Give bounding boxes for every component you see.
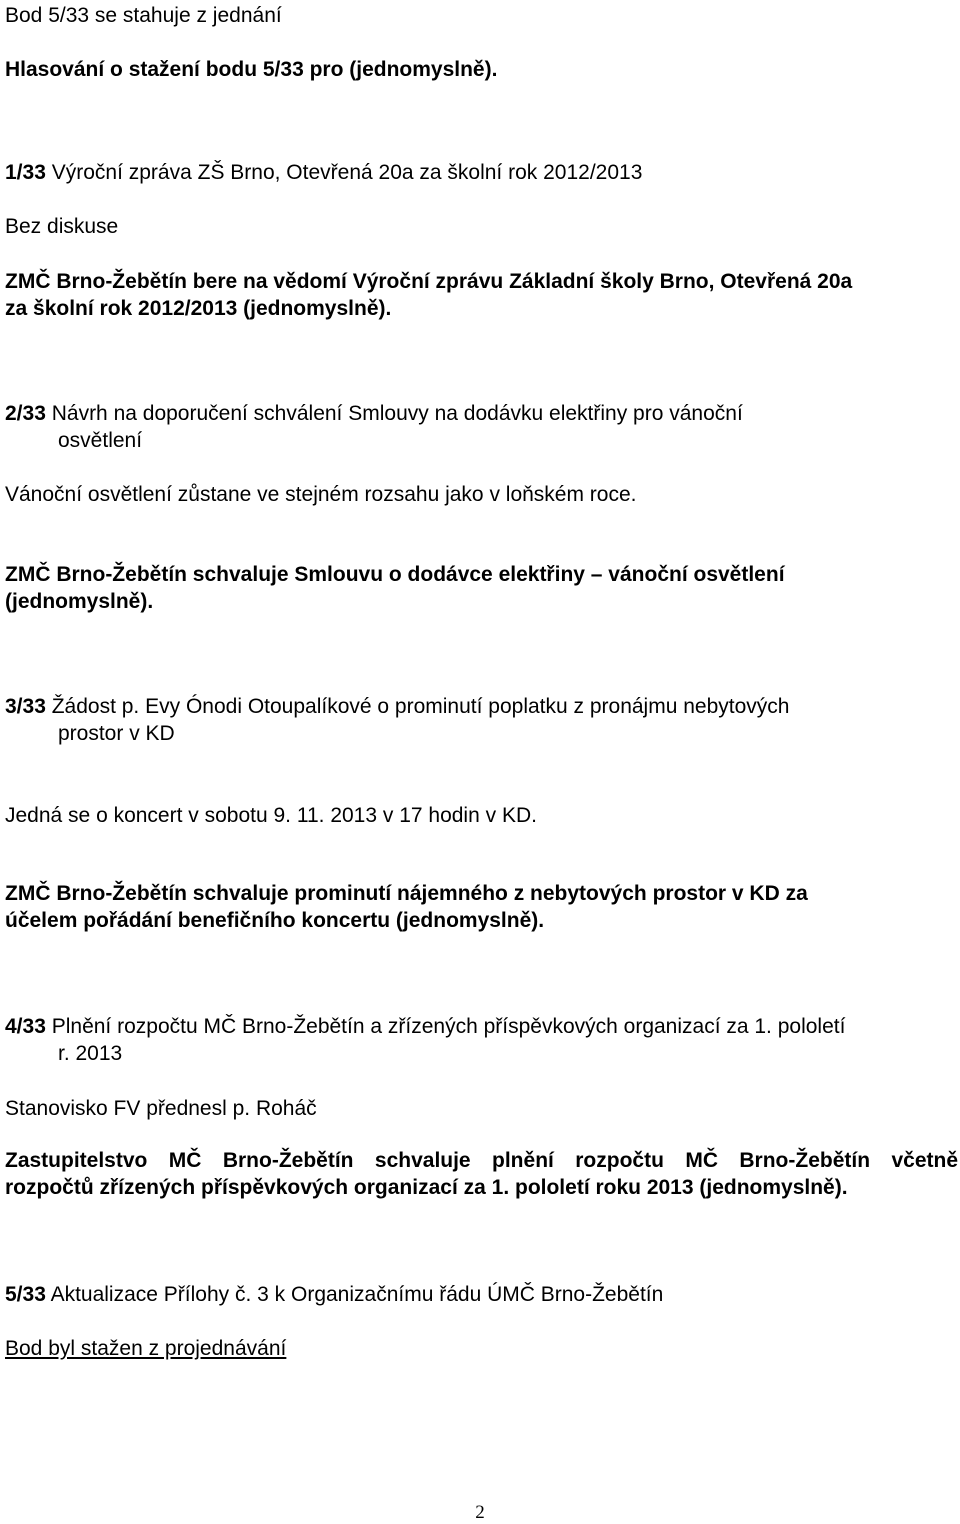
item-5-discussion: Bod byl stažen z projednávání [5, 1337, 287, 1360]
page-number: 2 [475, 1502, 485, 1523]
item-1-resolution-line-1: ZMČ Brno-Žebětín bere na vědomí Výroční zprávu Základní školy Brno, Otevřená 20a [5, 270, 853, 293]
item-3-title-line-1: Žádost p. Evy Ónodi Otoupalíkové o prominutí poplatku z pronájmu nebytových [51, 695, 790, 718]
item-3-heading [5, 693, 789, 720]
item-4-heading [5, 1013, 845, 1040]
item-1-discussion: Bez diskuse [5, 215, 119, 238]
item-3-number: 3/33 [5, 695, 46, 718]
item-3-resolution-line-2: účelem pořádání benefičního koncertu (jednomyslně). [5, 909, 545, 932]
item-3-discussion: Jedná se o koncert v sobotu 9. 11. 2013 v 17 hodin v KD. [5, 804, 537, 827]
item-4-resolution-line-1: Zastupitelstvo MČ Brno-Žebětín schvaluje plnění rozpočtu MČ Brno-Žebětín včetně [5, 1149, 958, 1172]
item-1-title: Výroční zpráva ZŠ Brno, Otevřená 20a za školní rok 2012/2013 [51, 161, 643, 184]
item-4-discussion: Stanovisko FV přednesl p. Roháč [5, 1097, 317, 1120]
item-3-title-line-2: prostor v KD [58, 722, 175, 745]
item5-withdrawal-note: Bod 5/33 se stahuje z jednání [5, 4, 282, 27]
item-4-title-line-1: Plnění rozpočtu MČ Brno-Žebětín a zřízených příspěvkových organizací za 1. pololetí [51, 1015, 846, 1038]
item-1-resolution-line-2: za školní rok 2012/2013 (jednomyslně). [5, 297, 392, 320]
item-4-title-line-2: r. 2013 [58, 1042, 123, 1065]
item-4-resolution-line-2: rozpočtů zřízených příspěvkových organizací za 1. pololetí roku 2013 (jednomyslně). [5, 1176, 848, 1199]
item-5-heading [5, 1281, 663, 1308]
item-2-title-line-1: Návrh na doporučení schválení Smlouvy na dodávku elektřiny pro vánoční [51, 402, 743, 425]
item-1-number: 1/33 [5, 161, 46, 184]
item-2-number: 2/33 [5, 402, 46, 425]
item-5-number: 5/33 [5, 1283, 46, 1306]
item-2-resolution-line-1: ZMČ Brno-Žebětín schvaluje Smlouvu o dodávce elektřiny – vánoční osvětlení [5, 563, 785, 586]
item-2-heading [5, 400, 743, 427]
item5-withdrawal-vote: Hlasování o stažení bodu 5/33 pro (jednomyslně). [5, 58, 498, 81]
item-1-heading [5, 159, 642, 186]
item-5-title: Aktualizace Přílohy č. 3 k Organizačnímu řádu ÚMČ Brno-Žebětín [50, 1283, 664, 1306]
item-4-number: 4/33 [5, 1015, 46, 1038]
item-3-resolution-line-1: ZMČ Brno-Žebětín schvaluje prominutí nájemného z nebytových prostor v KD za [5, 882, 808, 905]
item-2-discussion: Vánoční osvětlení zůstane ve stejném rozsahu jako v loňském roce. [5, 483, 637, 506]
item-2-title-line-2: osvětlení [58, 429, 143, 452]
item-2-resolution-line-2: (jednomyslně). [5, 590, 154, 613]
